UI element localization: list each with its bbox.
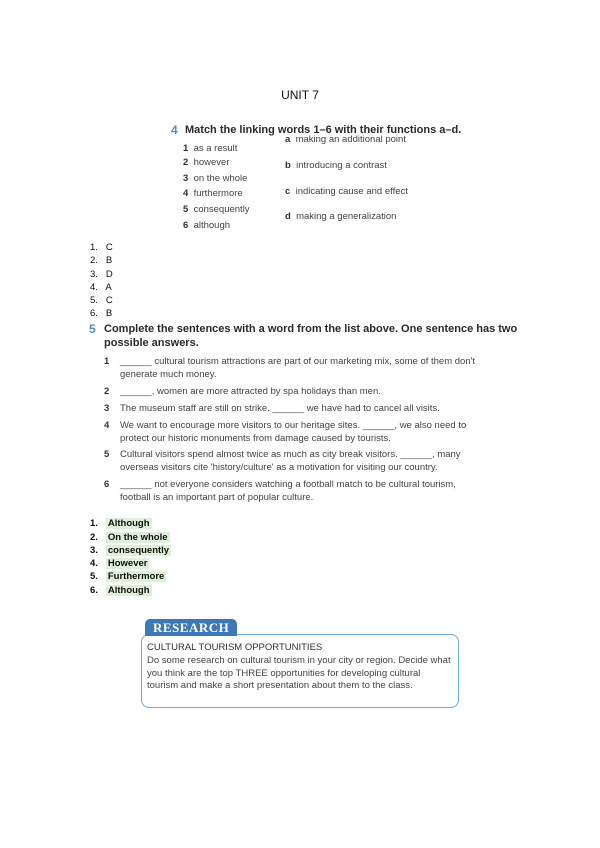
exercise-4-number: 4 — [171, 123, 178, 137]
exercise-4-heading: Match the linking words 1–6 with their functions a–d. — [185, 124, 462, 136]
ex5-answer-5: 5. Furthermore — [90, 571, 165, 582]
ex4-function-c: c indicating cause and effect — [285, 186, 408, 197]
ex5-sentence-6: 6 ______ not everyone considers watching a football match to be cultural tourism, football is an important part of popular culture. — [104, 479, 456, 503]
research-subtitle: CULTURAL TOURISM OPPORTUNITIES — [147, 642, 323, 653]
ex5-sentence-5: 5 Cultural visitors spend almost twice as much as city break visitors. ______, many overseas visitors cite 'history/culture' as a motivation for visiting our country. — [104, 449, 461, 473]
ex4-function-d: d making a generalization — [285, 211, 397, 222]
ex4-item-6: 6 although — [183, 220, 231, 231]
ex5-sentence-2: 2 ______, women are more attracted by spa holidays than men. — [104, 386, 381, 397]
ex4-answer-4: 4. A — [90, 282, 112, 293]
ex4-answer-2: 2. B — [90, 255, 113, 266]
ex4-function-a: a making an additional point — [285, 134, 406, 145]
ex4-answer-1: 1. C — [90, 242, 113, 253]
ex5-answer-3: 3. consequently — [90, 545, 170, 556]
ex4-item-5: 5 consequently — [183, 204, 250, 215]
ex4-item-1: 1 as a result — [183, 143, 238, 154]
ex4-answer-3: 3. D — [90, 269, 113, 280]
ex5-answer-4: 4. However — [90, 558, 148, 569]
research-tab: RESEARCH — [145, 619, 237, 636]
exercise-5-number: 5 — [89, 322, 96, 336]
ex5-answer-1: 1. Although — [90, 518, 150, 529]
ex4-answer-6: 6. B — [90, 308, 113, 319]
ex4-item-2: 2 however — [183, 157, 230, 168]
ex5-sentence-1: 1 ______ cultural tourism attractions are part of our marketing mix, some of them don't generate much money. — [104, 356, 476, 380]
ex5-sentence-3: 3 The museum staff are still on strike. ______ we have had to cancel all visits. — [104, 403, 440, 414]
ex5-answer-2: 2. On the whole — [90, 532, 168, 543]
ex4-item-4: 4 furthermore — [183, 188, 243, 199]
page-title: UNIT 7 — [281, 88, 319, 102]
exercise-5-heading-line2: possible answers. — [104, 337, 199, 349]
research-text: Do some research on cultural tourism in your city or region. Decide what you think are the top THREE opportunities for developing cultural tourism and make a short presentation about them to the class. — [147, 655, 451, 691]
ex5-sentence-4: 4 We want to encourage more visitors to our heritage sites. ______, we also need to protect our historic monuments from damage caused by tourists. — [104, 420, 467, 444]
ex4-item-3: 3 on the whole — [183, 173, 248, 184]
ex5-answer-6: 6. Although — [90, 585, 150, 596]
exercise-5-heading-line1: Complete the sentences with a word from the list above. One sentence has two — [104, 323, 518, 335]
ex4-function-b: b introducing a contrast — [285, 160, 387, 171]
ex4-answer-5: 5. C — [90, 295, 113, 306]
